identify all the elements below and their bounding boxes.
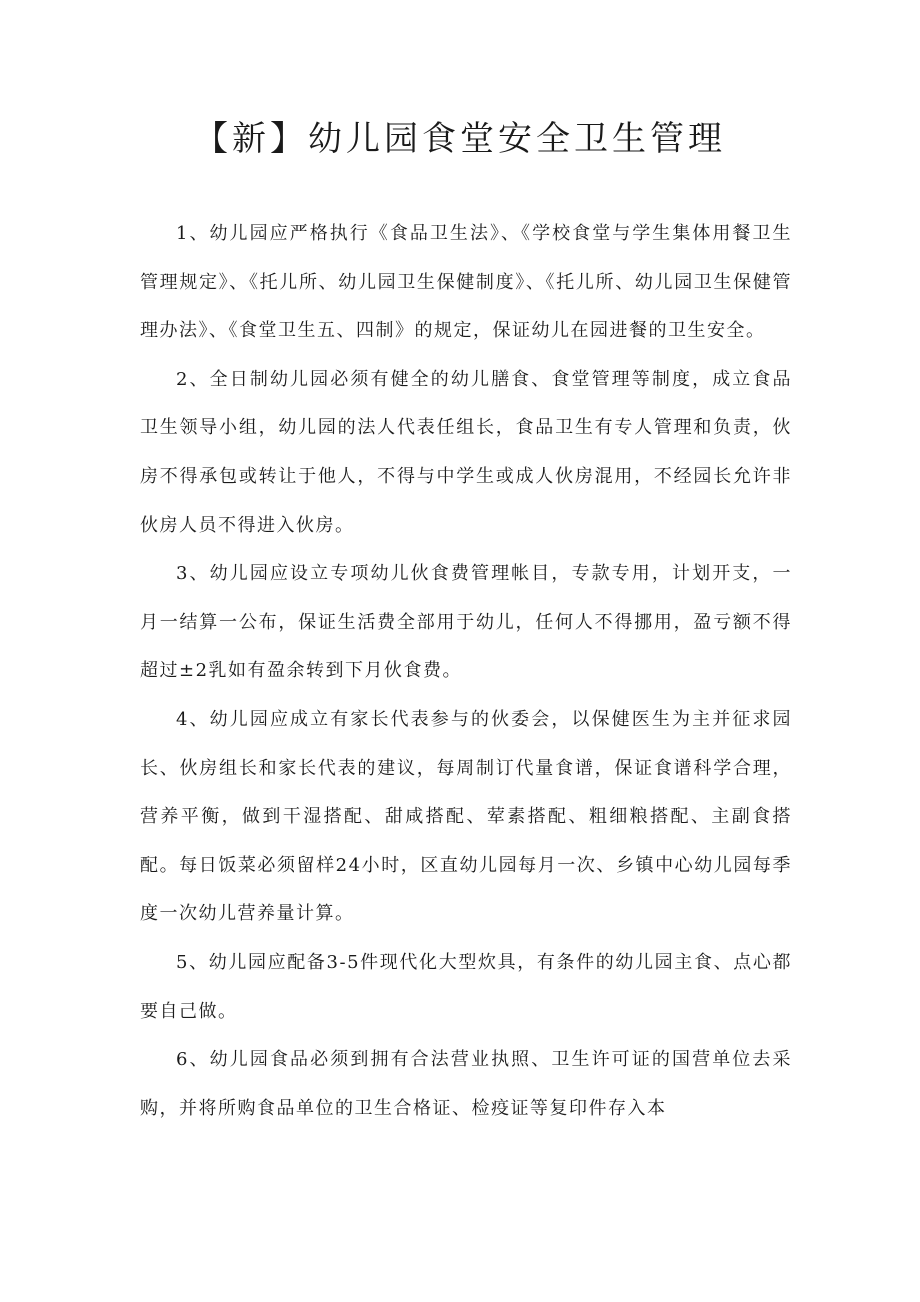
paragraph-6: 6、幼儿园食品必须到拥有合法营业执照、卫生许可证的国营单位去采购，并将所购食品单位的卫生合格证、检疫证等复印件存入本 xyxy=(140,1049,792,1119)
document-body xyxy=(140,210,792,1133)
paragraph-5: 5、幼儿园应配备3-5件现代化大型炊具，有条件的幼儿园主食、点心都要自己做。 xyxy=(140,951,792,1022)
paragraph-1: 1、幼儿园应严格执行《食品卫生法》、《学校食堂与学生集体用餐卫生管理规定》、《托儿所、幼儿园卫生保健制度》、《托儿所、幼儿园卫生保健管理办法》、《食堂卫生五、四制》的规定，保证幼儿在园进餐的卫生安全。 xyxy=(140,223,792,342)
paragraph-3: 3、幼儿园应设立专项幼儿伙食费管理帐目，专款专用，计划开支，一月一结算一公布，保证生活费全部用于幼儿，任何人不得挪用，盈亏额不得超过±2乳如有盈余转到下月伙食费。 xyxy=(140,563,792,682)
paragraph-2: 2、全日制幼儿园必须有健全的幼儿膳食、食堂管理等制度，成立食品卫生领导小组，幼儿园的法人代表任组长，食品卫生有专人管理和负责，伙房不得承包或转让于他人，不得与中学生或成人伙房混用，不经园长允许非伙房人员不得进入伙房。 xyxy=(140,368,792,536)
document-title: 【新】幼儿园食堂安全卫生管理 xyxy=(194,119,726,159)
paragraph-4: 4、幼儿园应成立有家长代表参与的伙委会，以保健医生为主并征求园长、伙房组长和家长代表的建议，每周制订代量食谱，保证食谱科学合理，营养平衡，做到干湿搭配、甜咸搭配、荤素搭配、粗细粮搭配、主副食搭配。每日饭菜必须留样24小时，区直幼儿园每月一次、乡镇中心幼儿园每季度一次幼儿营养量计算。 xyxy=(140,708,792,925)
